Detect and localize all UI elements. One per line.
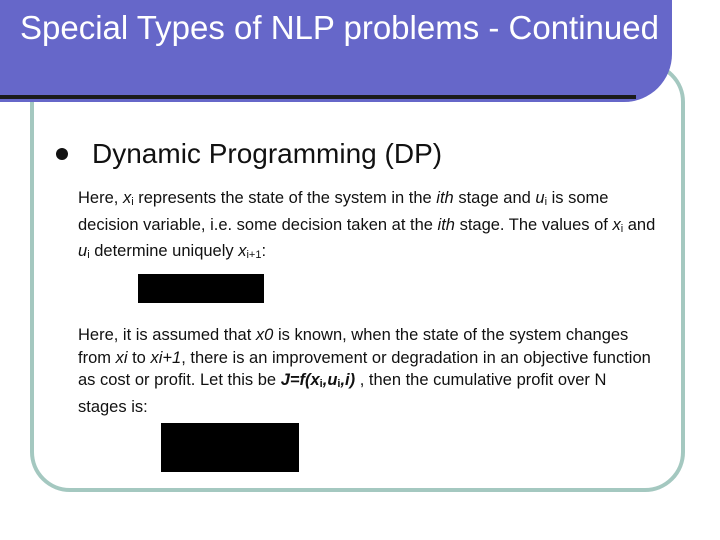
slide-frame [30, 62, 685, 492]
var-i-end: ,i) [340, 371, 356, 389]
subscript-i: i [337, 378, 341, 390]
para1-text: stage and [453, 189, 536, 207]
var-x: x [612, 215, 621, 234]
subscript-i: i [319, 378, 323, 390]
slide-title: Special Types of NLP problems - Continued [20, 9, 659, 46]
para2-text: is known, when the state of the system changes from [78, 326, 629, 367]
var-u: ,u [322, 371, 338, 389]
italic-ith: ith [437, 215, 455, 234]
title-underline [0, 95, 636, 99]
paragraph-state-definition [78, 187, 658, 267]
paragraph-objective [78, 324, 658, 418]
para2-text: Here, it is assumed that [78, 326, 256, 344]
equation-image-1 [138, 274, 264, 303]
para2-text: , then the cumulative profit over N stages is: [78, 371, 607, 416]
subscript-i: i [620, 222, 624, 235]
var-x0: x0 [255, 326, 274, 344]
title-bar [0, 0, 672, 102]
para2-text: , there is an improvement or degradation in an objective function as cost or profit. Let this be [78, 348, 651, 389]
var-x: x [122, 189, 132, 207]
para1-text: Here, [78, 189, 123, 207]
para1-text: represents the state of the system in the [133, 189, 437, 207]
equation-image-2 [161, 423, 299, 472]
var-x: x [238, 242, 247, 260]
para1-text: stage. The values of [454, 215, 613, 234]
para2-text: to [127, 348, 151, 367]
para1-text: and [623, 215, 656, 234]
var-J: J=f(x [280, 371, 320, 389]
subscript-i: i [131, 196, 134, 208]
var-xi-plus-1: xi+1 [150, 348, 182, 367]
para1-text: determine uniquely [89, 242, 239, 260]
subscript-i: i [87, 249, 90, 261]
var-xi: xi [115, 348, 128, 367]
subscript-i-plus-1: i+1 [246, 249, 262, 261]
subscript-i: i [544, 196, 548, 208]
para1-text: : [261, 242, 267, 260]
bullet-dot-icon [56, 148, 68, 160]
var-u: u [78, 242, 88, 260]
para1-text: is some decision variable, i.e. some decision taken at the [78, 189, 609, 234]
italic-ith: ith [436, 189, 454, 207]
var-u: u [535, 189, 545, 207]
bullet-text: Dynamic Programming (DP) [92, 138, 443, 169]
